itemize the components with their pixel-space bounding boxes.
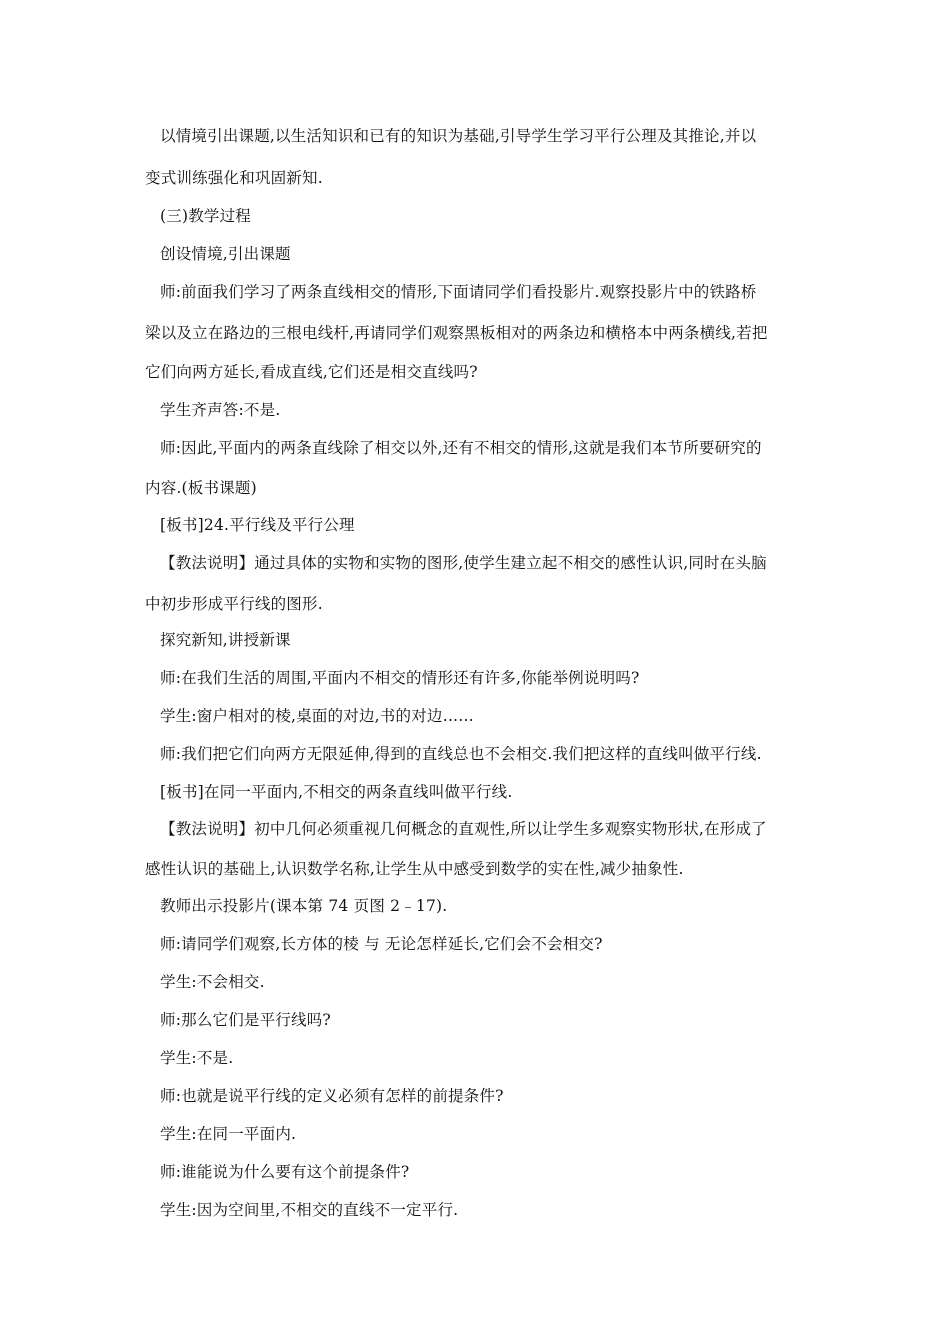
subsection-heading: 探究新知,讲授新课 [160,631,291,649]
text-line: 感性认识的基础上,认识数学名称,让学生从中感受到数学的实在性,减少抽象性. [145,860,684,878]
section-heading: (三)教学过程 [160,207,251,225]
text-line: 教师出示投影片(课本第 74 页图 2﹣17). [160,897,448,915]
blackboard-note: [板书]24.平行线及平行公理 [160,516,355,534]
text-line: 它们向两方延长,看成直线,它们还是相交直线吗? [145,363,478,381]
text-line: 内容.(板书课题) [145,479,257,497]
text-line: 学生:窗户相对的棱,桌面的对边,书的对边…… [160,707,474,725]
text-line: 学生齐声答:不是. [160,401,281,419]
subsection-heading: 创设情境,引出课题 [160,245,291,263]
text-line: 【教法说明】通过具体的实物和实物的图形,使学生建立起不相交的感性认识,同时在头脑 [160,554,767,572]
text-line: 学生:因为空间里,不相交的直线不一定平行. [160,1201,459,1219]
text-line: 中初步形成平行线的图形. [145,595,323,613]
text-line: 师:我们把它们向两方无限延伸,得到的直线总也不会相交.我们把这样的直线叫做平行线. [160,745,762,763]
text-line: 学生:不会相交. [160,973,265,991]
text-line: 师:请同学们观察,长方体的棱 与 无论怎样延长,它们会不会相交? [160,935,603,953]
text-line: 学生:在同一平面内. [160,1125,297,1143]
text-line: 以情境引出课题,以生活知识和已有的知识为基础,引导学生学习平行公理及其推论,并以 [160,127,757,145]
text-line: 师:谁能说为什么要有这个前提条件? [160,1163,410,1181]
text-line: 变式训练强化和巩固新知. [145,169,323,187]
text-line: 师:因此,平面内的两条直线除了相交以外,还有不相交的情形,这就是我们本节所要研究的 [160,439,762,457]
text-line: 师:也就是说平行线的定义必须有怎样的前提条件? [160,1087,504,1105]
text-line: 梁以及立在路边的三根电线杆,再请同学们观察黑板相对的两条边和横格本中两条横线,若把 [145,324,768,342]
text-line: 师:在我们生活的周围,平面内不相交的情形还有许多,你能举例说明吗? [160,669,640,687]
blackboard-note: [板书]在同一平面内,不相交的两条直线叫做平行线. [160,783,513,801]
text-line: 学生:不是. [160,1049,234,1067]
text-line: 【教法说明】初中几何必须重视几何概念的直观性,所以让学生多观察实物形状,在形成了 [160,820,767,838]
text-line: 师:前面我们学习了两条直线相交的情形,下面请同学们看投影片.观察投影片中的铁路桥 [160,283,757,301]
text-line: 师:那么它们是平行线吗? [160,1011,331,1029]
